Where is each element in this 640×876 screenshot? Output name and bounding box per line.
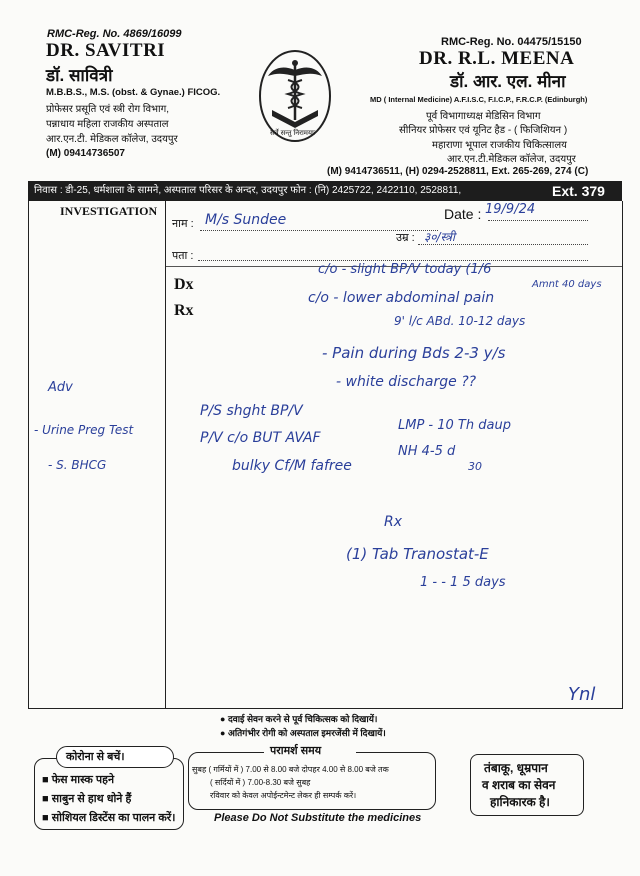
logo-caption: सर्वे सन्तु निरामयाः xyxy=(270,130,316,137)
left-doctor-name-hindi: डॉ. सावित्री xyxy=(46,66,113,85)
column-divider xyxy=(165,201,166,708)
tobacco-line-2: व शराब का सेवन xyxy=(482,778,556,792)
right-dept: पूर्व विभागाध्यक्ष मेडिसिन विभाग xyxy=(426,111,541,122)
footer-note-1: ● दवाई सेवन करने से पूर्व चिकित्सक को दिखायें। xyxy=(220,714,378,724)
hw-line-8: P/V c/o BUT AVAF xyxy=(200,430,321,446)
hw-line-9: bulky Cf/M fafree xyxy=(232,458,352,474)
hw-line-14: (1) Tab Tranostat-E xyxy=(346,545,489,563)
left-dept: प्रोफेसर प्रसूति एवं स्त्री रोग विभाग, xyxy=(46,104,170,115)
left-hospital: पन्नाधाय महिला राजकीय अस्पताल xyxy=(46,119,169,130)
hw-urine-test: - Urine Preg Test xyxy=(34,423,134,437)
timing-title: परामर्श समय xyxy=(270,745,322,757)
no-substitute-note: Please Do Not Substitute the medicines xyxy=(214,812,422,824)
left-degrees: M.B.B.S., M.S. (obst. & Gynae.) FICOG. xyxy=(46,87,221,98)
age-value: ३०/स्त्री xyxy=(424,230,455,244)
age-label: उम्र : xyxy=(396,232,415,244)
address-bar xyxy=(28,181,622,201)
corona-item-1: ■ फेस मास्क पहने xyxy=(42,774,115,786)
hw-line-4: 9' l/c ABd. 10-12 days xyxy=(394,314,526,328)
hw-bhcg: - S. BHCG xyxy=(48,458,107,472)
footer-note-2: ● अतिगंभीर रोगी को अस्पताल इमरजेंसी में दिखायें। xyxy=(220,728,386,738)
left-doctor-name: DR. SAVITRI xyxy=(46,40,166,61)
hw-adv: Adv xyxy=(48,380,73,395)
hw-line-11: NH 4-5 d xyxy=(398,444,456,459)
left-college: आर.एन.टी. मेडिकल कॉलेज, उदयपुर xyxy=(46,134,178,145)
hw-line-1: c/o - slight BP/V today (1/6 xyxy=(318,262,492,277)
date-line xyxy=(488,220,588,221)
frame-bottom-border xyxy=(28,708,623,709)
date-value: 19/9/24 xyxy=(485,202,536,217)
hw-line-2: Amnt 40 days xyxy=(532,279,602,290)
address-label: पता : xyxy=(172,250,194,262)
frame-right-border xyxy=(622,201,623,708)
signature: Ynl xyxy=(568,684,596,705)
corona-item-3: ■ सोशियल डिस्टेंस का पालन करें। xyxy=(42,812,176,824)
hw-line-3: c/o - lower abdominal pain xyxy=(308,290,495,306)
corona-title: कोरोना से बचें। xyxy=(66,751,125,763)
hw-line-13: Rx xyxy=(384,514,403,530)
dx-label: Dx xyxy=(174,276,194,293)
right-college: आर.एन.टी.मेडिकल कॉलेज, उदयपुर xyxy=(447,154,576,165)
left-mobile: (M) 09414736507 xyxy=(46,148,125,159)
address-ext: Ext. 379 xyxy=(552,183,605,199)
right-designation: सीनियर प्रोफेसर एवं यूनिट हैड - ( फिजिशियन ) xyxy=(399,125,568,136)
address-line xyxy=(198,260,588,261)
name-label: नाम : xyxy=(172,218,194,230)
right-hospital: महाराणा भूपाल राजकीय चिकित्सालय xyxy=(432,140,567,151)
investigation-label: INVESTIGATION xyxy=(60,204,158,218)
date-label: Date : xyxy=(444,206,482,222)
right-degrees: MD ( Internal Medicine) A.F.I.S.C, F.I.C.P., F.R.C.P. (Edinburgh) xyxy=(370,95,588,104)
timing-line-1: सुबह ( गर्मियों में ) 7.00 से 8.00 बजे दोपहर 4.00 से 8.00 बजे तक xyxy=(192,765,389,774)
right-reg-number: RMC-Reg. No. 04475/15150 xyxy=(441,36,582,48)
right-phones: (M) 9414736511, (H) 0294-2528811, Ext. 265-269, 274 (C) xyxy=(327,166,589,177)
hw-line-10: LMP - 10 Th daup xyxy=(398,418,511,433)
address-text: निवास : डी-25, धर्मशाला के सामने, अस्पताल परिसर के अन्दर, उदयपुर फोन : (नि) 2425722, 2422110, 2528811, xyxy=(34,185,462,196)
tobacco-line-1: तंबाकू, धूम्रपान xyxy=(484,761,548,775)
hw-line-7: P/S shght BP/V xyxy=(200,403,303,419)
hw-line-6: - white discharge ?? xyxy=(336,374,477,390)
left-reg-number: RMC-Reg. No. 4869/16099 xyxy=(47,28,182,40)
frame-left-border xyxy=(28,201,29,708)
patient-name: M/s Sundee xyxy=(205,212,287,228)
timing-line-3: रविवार को केवल अपोईन्टमेन्ट लेकर ही सम्पर्क करें। xyxy=(210,791,357,800)
tobacco-line-3: हानिकारक है। xyxy=(490,795,550,809)
timing-line-2: ( सर्दियों में ) 7.00-8.30 बजे सुबह xyxy=(210,778,311,787)
hw-line-12: 30 xyxy=(468,460,482,473)
hw-line-15: 1 - - 1 5 days xyxy=(420,575,506,590)
rx-label: Rx xyxy=(174,302,194,319)
corona-item-2: ■ साबुन से हाथ धोने हैं xyxy=(42,793,132,805)
hw-line-5: - Pain during Bds 2-3 y/s xyxy=(322,344,506,362)
right-doctor-name: DR. R.L. MEENA xyxy=(419,48,575,69)
right-doctor-name-hindi: डॉ. आर. एल. मीना xyxy=(450,72,566,91)
